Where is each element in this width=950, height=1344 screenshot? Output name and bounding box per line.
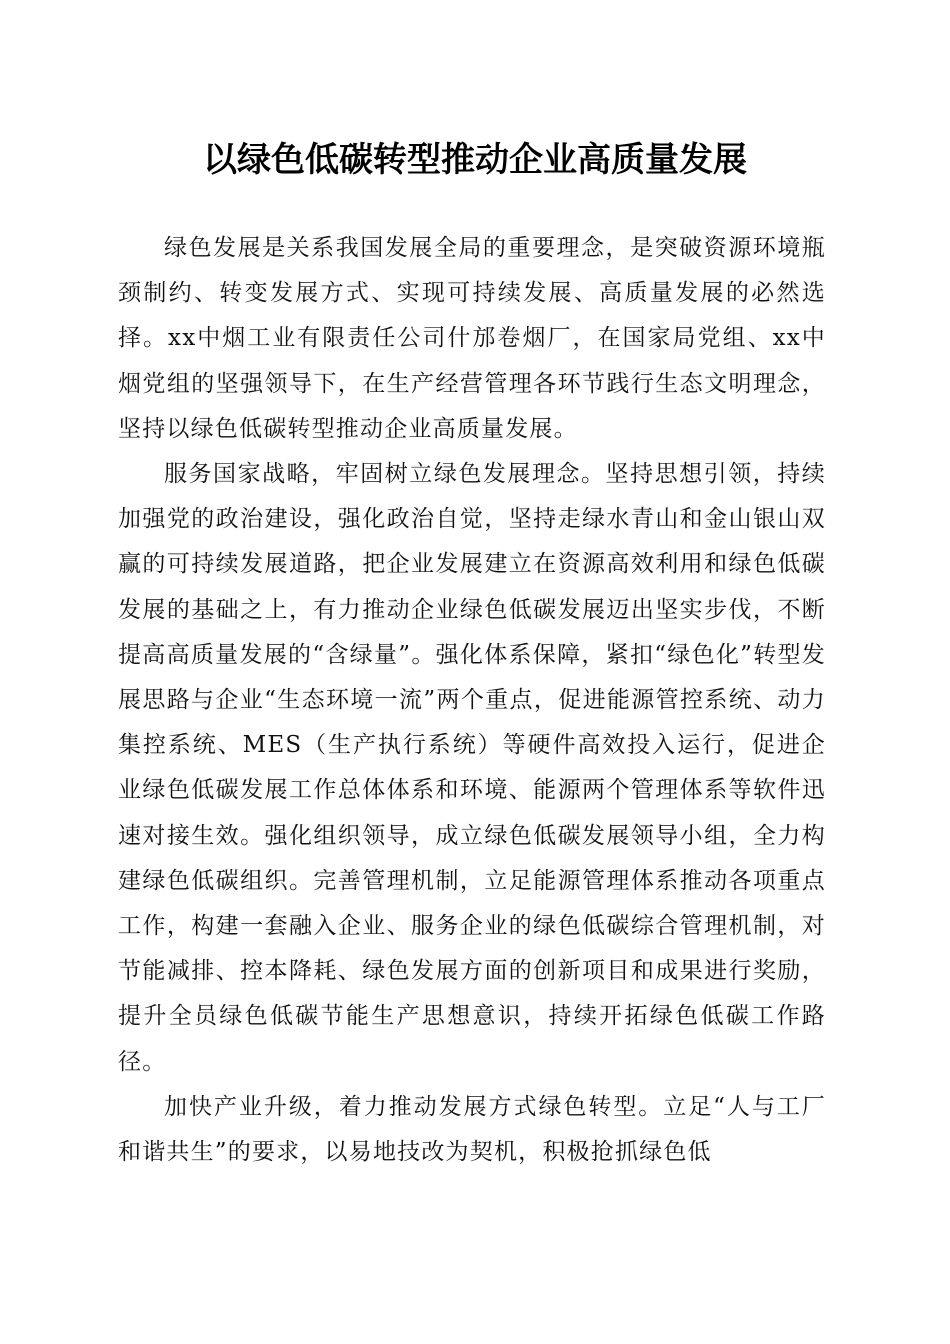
paragraph: 服务国家战略，牢固树立绿色发展理念。坚持思想引领，持续加强党的政治建设，强化政治自觉，坚持走绿水青山和金山银山双赢的可持续发展道路，把企业发展建立在资源高效利用和绿色低碳发展的基础之上，有力推动企业绿色低碳发展迈出坚实步伐，不断提高高质量发展的“含绿量”。强化体系保障，紧扣“绿色化”转型发展思路与企业“生态环境一流”两个重点，促进能源管控系统、动力集控系统、MES（生产执行系统）等硬件高效投入运行，促进企业绿色低碳发展工作总体体系和环境、能源两个管理体系等软件迅速对接生效。强化组织领导，成立绿色低碳发展领导小组，全力构建绿色低碳组织。完善管理机制，立足能源管理体系推动各项重点工作，构建一套融入企业、服务企业的绿色低碳综合管理机制，对节能减排、控本降耗、绿色发展方面的创新项目和成果进行奖励，提升全员绿色低碳节能生产思想意识，持续开拓绿色低碳工作路径。 — [118, 461, 826, 1075]
document-body — [118, 226, 826, 1175]
document-title: 以绿色低碳转型推动企业高质量发展 — [203, 140, 747, 180]
paragraph: 绿色发展是关系我国发展全局的重要理念，是突破资源环境瓶颈制约、转变发展方式、实现可持续发展、高质量发展的必然选择。xx中烟工业有限责任公司什邡卷烟厂，在国家局党组、xx中烟党组的坚强领导下，在生产经营管理各环节践行生态文明理念，坚持以绿色低碳转型推动企业高质量发展。 — [118, 235, 826, 442]
paragraph: 加快产业升级，着力推动发展方式绿色转型。立足“人与工厂和谐共生”的要求，以易地技改为契机，积极抢抓绿色低 — [118, 1093, 826, 1166]
